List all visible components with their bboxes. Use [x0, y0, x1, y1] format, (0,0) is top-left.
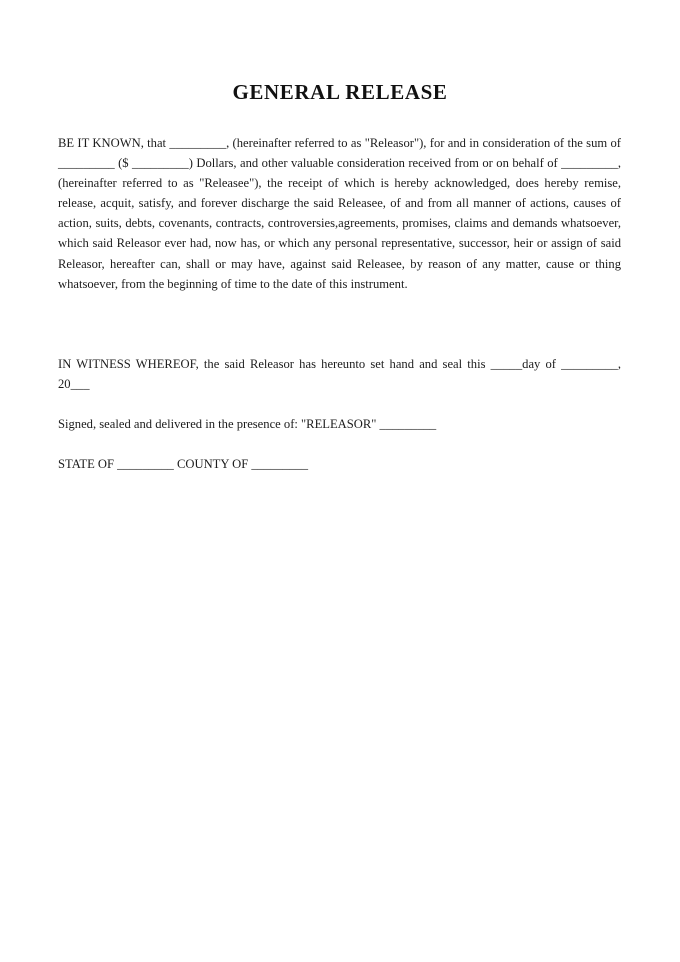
state-county-line: STATE OF _________ COUNTY OF _________: [58, 457, 309, 471]
witness-paragraph: IN WITNESS WHEREOF, the said Releasor has hereunto set hand and seal this _____day of _________, 20___: [58, 357, 621, 392]
release-paragraph: BE IT KNOWN, that _________, (hereinafter referred to as "Releasor"), for and in consideration of the sum of _________ ($ _________) Dollars, and other valuable consideration received from or on behalf of _________, (hereinafter referred to as "Releasee"), the receipt of which is hereby acknowledged, does hereby remise, release, acquit, satisfy, and forever discharge the said Releasee, of and from all manner of actions, causes of action, suits, debts, covenants, contracts, controversies,agreements, promises, claims and demands whatsoever, which said Releasor ever had, now has, or which any personal representative, successor, heir or assign of said Releasor, hereafter can, shall or may have, against said Releasee, by reason of any matter, cause or thing whatsoever, from the beginning of time to the date of this instrument.: [58, 136, 621, 291]
signature-line: Signed, sealed and delivered in the presence of: "RELEASOR" _________: [58, 417, 437, 431]
document-title: GENERAL RELEASE: [232, 80, 448, 104]
